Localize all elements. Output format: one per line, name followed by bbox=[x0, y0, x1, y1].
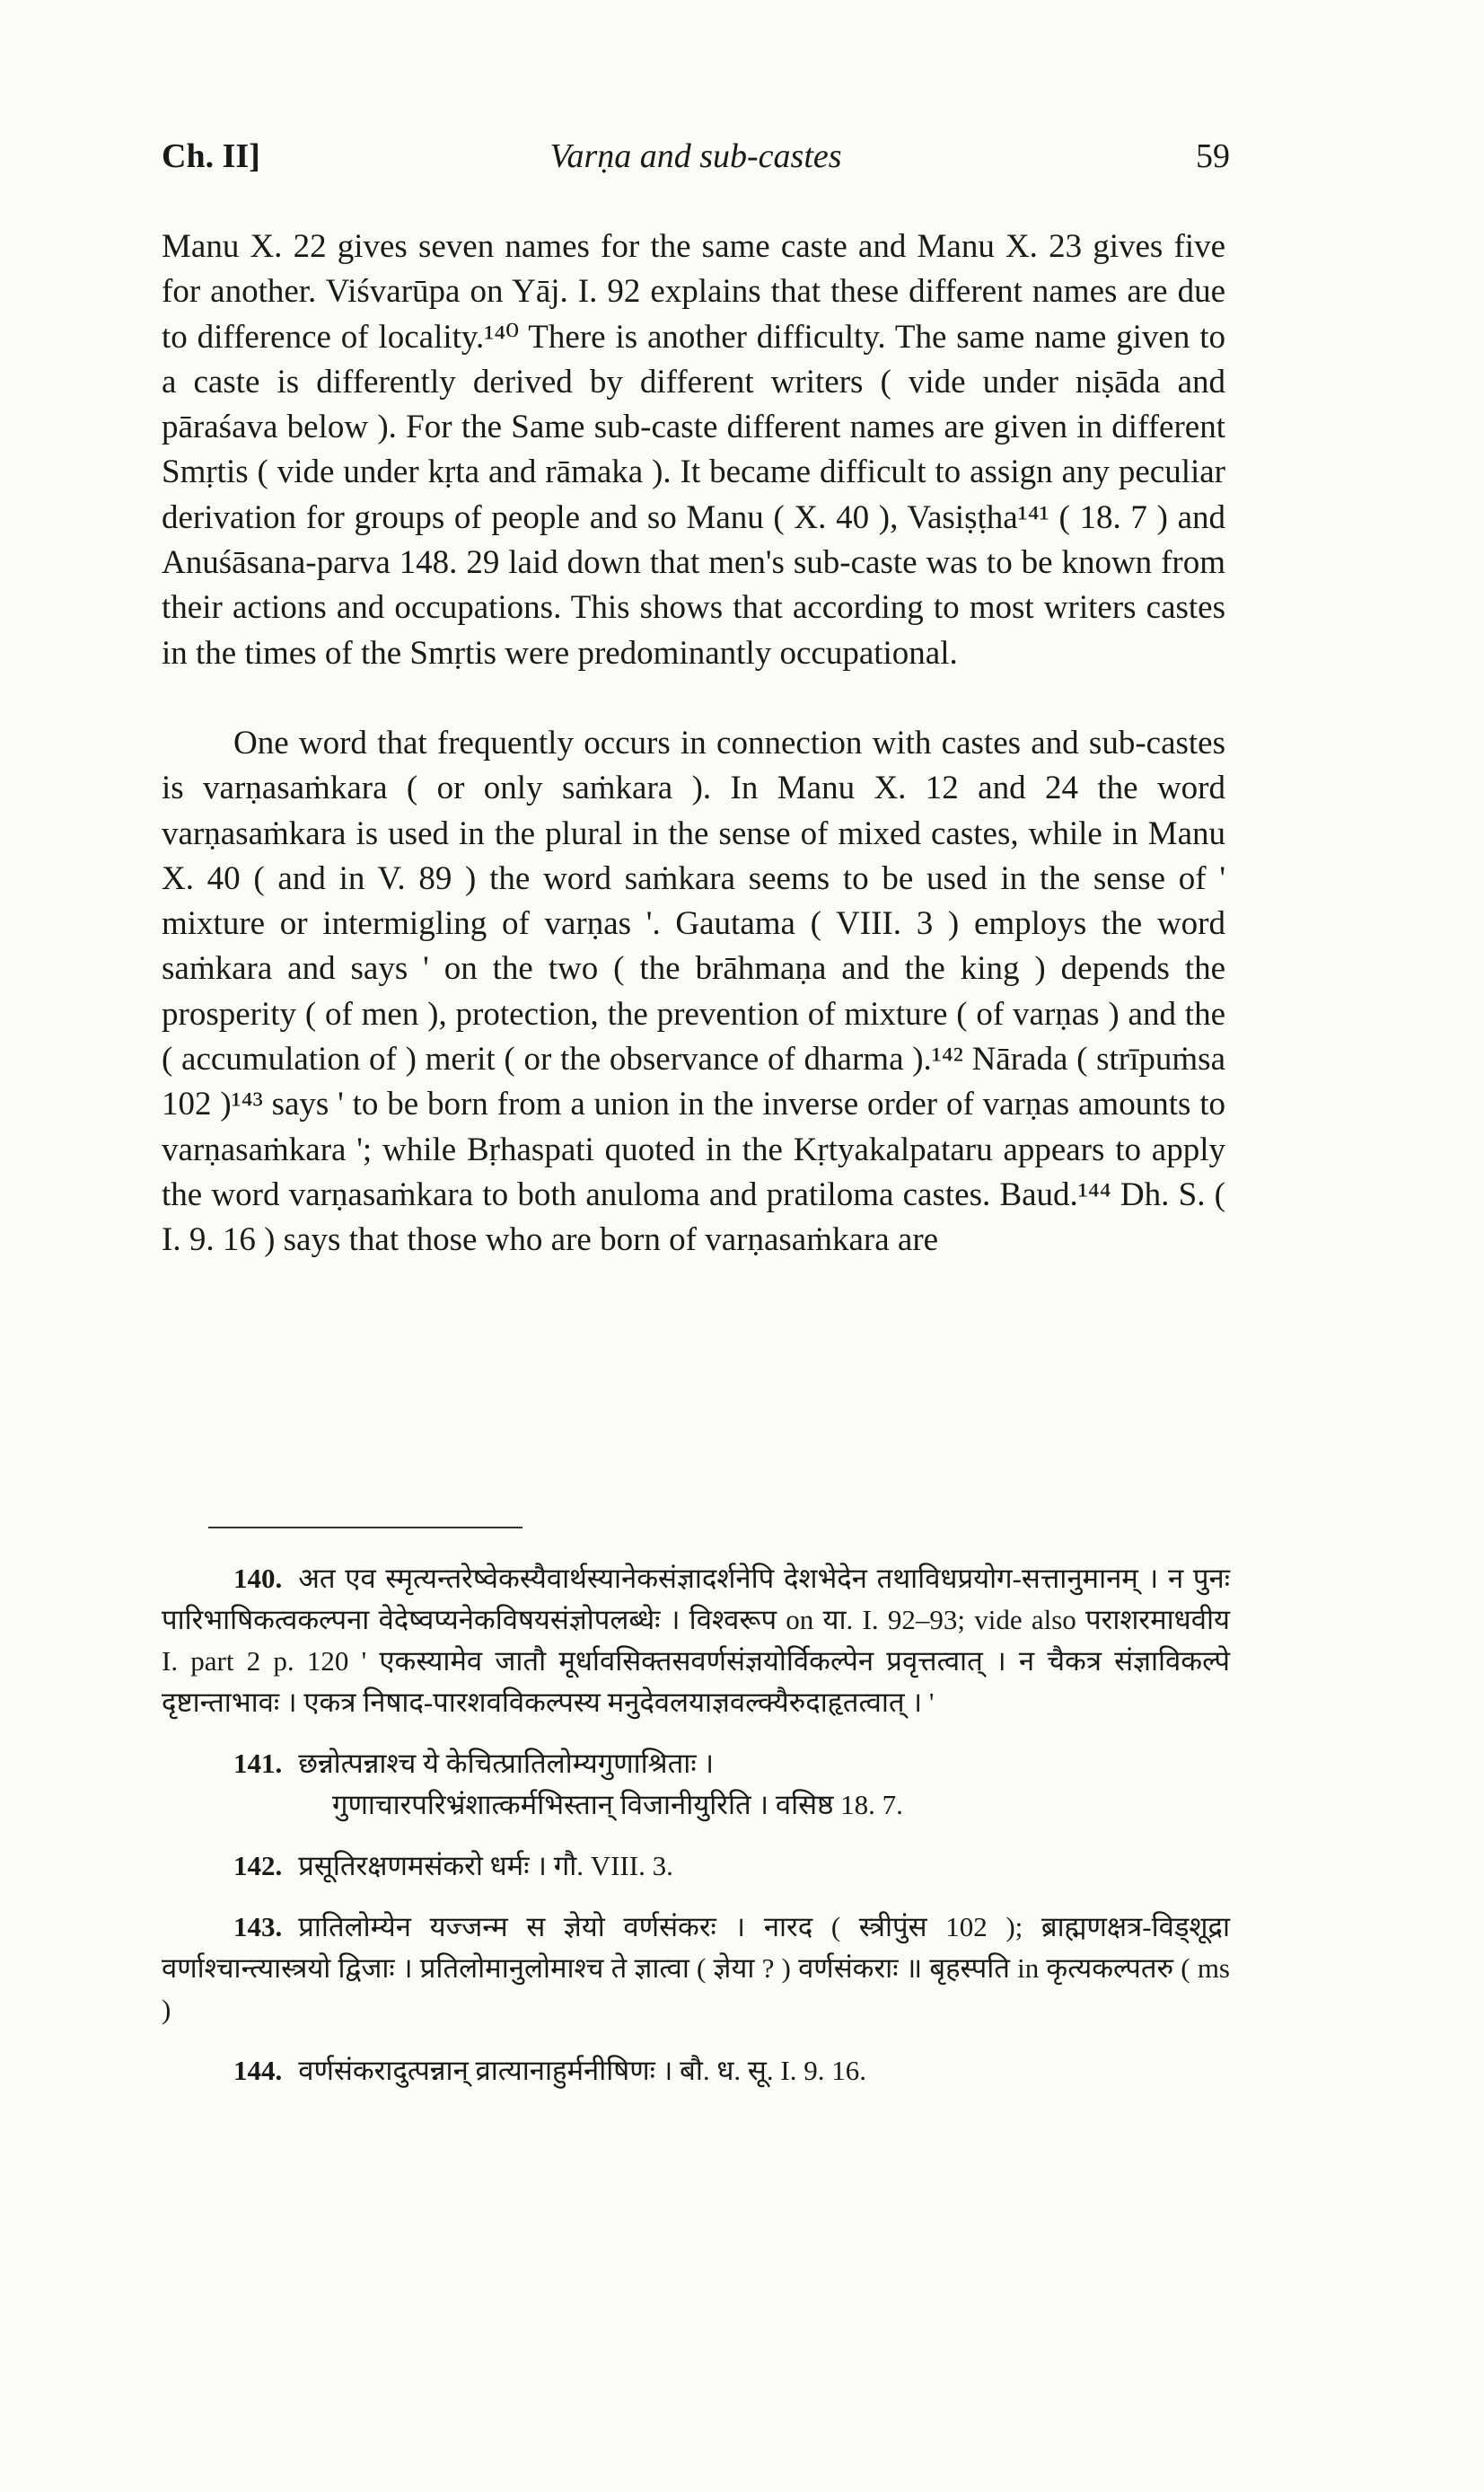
footnote-divider bbox=[208, 1527, 522, 1528]
footnote-text-line-2: गुणाचारपरिभ्रंशात्कर्मभिस्तान् विजानीयुरिति । वसिष्ठ 18. 7. bbox=[332, 1789, 903, 1820]
footnotes bbox=[162, 1558, 1230, 2111]
main-text bbox=[162, 225, 1225, 1264]
footnote-text: प्रातिलोम्येन यज्जन्म स ज्ञेयो वर्णसंकरः । नारद ( स्त्रीपुंस 102 ); ब्राह्मणक्षत्र-विड्शूद्रा वर्णाश्चान्त्यास्त्रयो द्विजाः । प्रतिलोमानुलोमाश्च ते ज्ञात्वा ( ज्ञेया ? ) वर्णसंकराः ॥ बृहस्पति in कृत्यकल्पतरु ( ms ) bbox=[162, 1911, 1230, 2025]
footnote-text: वर्णसंकरादुत्पन्नान् व्रात्यानाहुर्मनीषिणः । बौ. ध. सू. I. 9. 16. bbox=[298, 2055, 866, 2086]
paragraph-1: Manu X. 22 gives seven names for the same caste and Manu X. 23 gives five for another. Viśvarūpa on Yāj. I. 92 explains that these different names are due to difference of locality.¹⁴⁰ There is another difficulty. The same name given to a caste is differently derived by different writers ( vide under niṣāda and pāraśava below ). For the Same sub-caste different names are given in different Smṛtis ( vide under kṛta and rāmaka ). It became difficult to assign any peculiar derivation for groups of people and so Manu ( X. 40 ), Vasiṣṭha¹⁴¹ ( 18. 7 ) and Anuśāsana-parva 148. 29 laid down that men's sub-caste was to be known from their actions and occupations. This shows that according to most writers castes in the times of the Smṛtis were predominantly occupational. bbox=[162, 228, 1225, 672]
footnote-number: 142. bbox=[233, 1850, 283, 1881]
footnote-140 bbox=[162, 1558, 1230, 1723]
footnote-number: 143. bbox=[233, 1911, 283, 1942]
footnote-143 bbox=[162, 1906, 1230, 2030]
page-number: 59 bbox=[1196, 137, 1230, 175]
footnote-142 bbox=[162, 1845, 1230, 1887]
footnote-number: 140. bbox=[233, 1563, 283, 1594]
chapter-label: Ch. II] bbox=[162, 137, 260, 175]
footnote-144 bbox=[162, 2050, 1230, 2091]
footnote-141 bbox=[162, 1743, 1230, 1826]
running-header bbox=[162, 136, 1230, 187]
running-title: Varṇa and sub-castes bbox=[549, 137, 842, 175]
footnote-number: 144. bbox=[233, 2055, 283, 2086]
footnote-text: अत एव स्मृत्यन्तरेष्वेकस्यैवार्थस्यानेकसंज्ञादर्शनेपि देशभेदेन तथाविधप्रयोग-सत्तानुमानम् । न पुनः पारिभाषिकत्वकल्पना वेदेष्वप्यनेकविषयसंज्ञोपलब्धेः । विश्वरूप on या. I. 92–93; vide also पराशरमाधवीय I. part 2 p. 120 ' एकस्यामेव जातौ मूर्धावसिक्तसवर्णसंज्ञयोर्विकल्पेन प्रवृत्तत्वात् । न चैकत्र संज्ञाविकल्पे दृष्टान्ताभावः । एकत्र निषाद-पारशवविकल्पस्य मनुदेवलयाज्ञवल्क्यैरुदाहृतत्वात् । ' bbox=[162, 1563, 1230, 1718]
footnote-text: छन्नोत्पन्नाश्च ये केचित्प्रातिलोम्यगुणाश्रिताः । bbox=[298, 1748, 715, 1779]
footnote-number: 141. bbox=[233, 1748, 283, 1779]
paragraph-2: One word that frequently occurs in connection with castes and sub-castes is varṇasaṁkara ( or only saṁkara ). In Manu X. 12 and 24 the word varṇasaṁkara is used in the plural in the sense of mixed castes, while in Manu X. 40 ( and in V. 89 ) the word saṁkara seems to be used in the sense of ' mixture or intermigling of varṇas '. Gautama ( VIII. 3 ) employs the word saṁkara and says ' on the two ( the brāhmaṇa and the king ) depends the prosperity ( of men ), protection, the prevention of mixture ( of varṇas ) and the ( accumulation of ) merit ( or the observance of dharma ).¹⁴² Nārada ( strīpuṁsa 102 )¹⁴³ says ' to be born from a union in the inverse order of varṇas amounts to varṇasaṁkara '; while Bṛhaspati quoted in the Kṛtyakalpataru appears to apply the word varṇasaṁkara to both anuloma and pratiloma castes. Baud.¹⁴⁴ Dh. S. ( I. 9. 16 ) says that those who are born of varṇasaṁkara are bbox=[162, 724, 1225, 1259]
footnote-text: प्रसूतिरक्षणमसंकरो धर्मः । गौ. VIII. 3. bbox=[298, 1850, 673, 1881]
